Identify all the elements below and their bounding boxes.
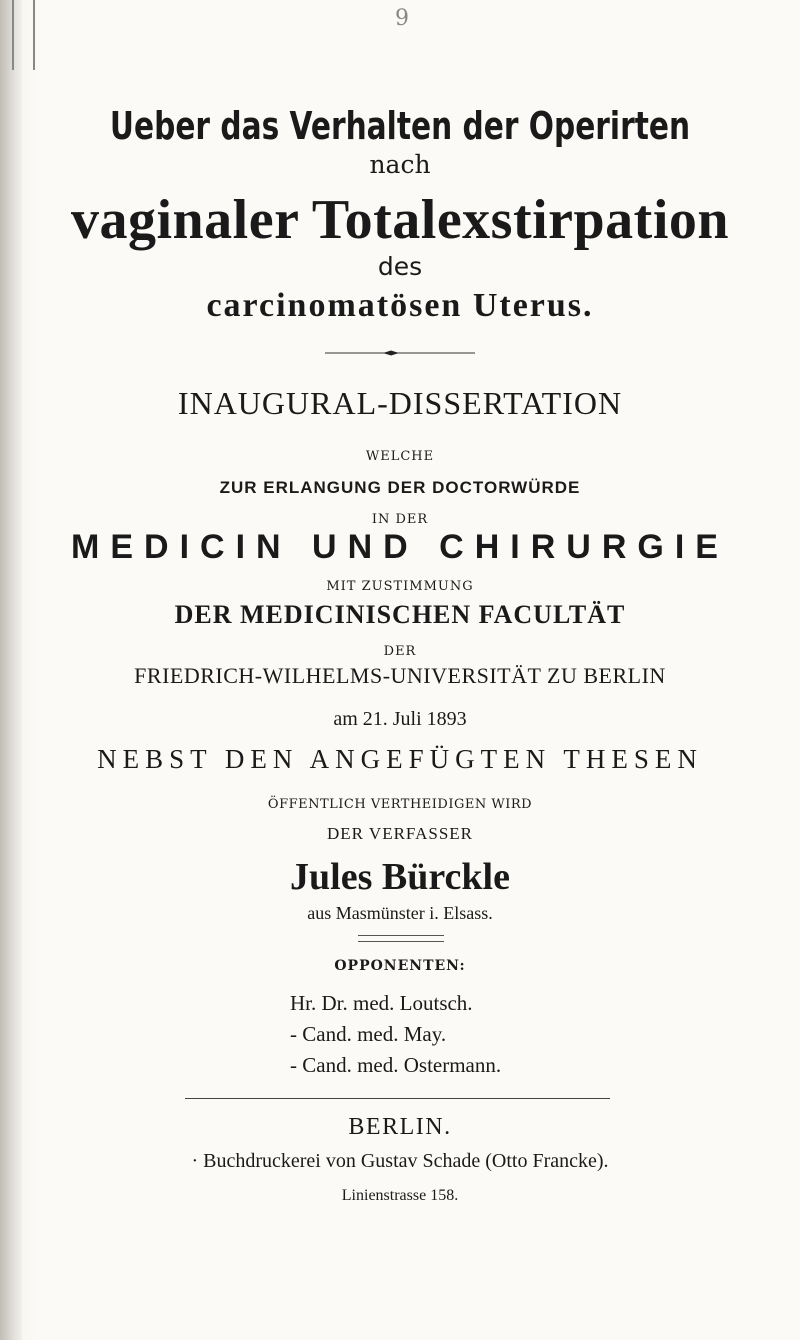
imprint-address: Linienstrasse 158. [341,1187,459,1204]
opponenten-heading: OPPONENTEN: [334,958,466,974]
welche-text: WELCHE [365,449,435,464]
ornament-rule [325,350,475,356]
thesen-text: NEBST DEN ANGEFÜGTEN THESEN [97,744,703,774]
imprint-city: BERLIN. [348,1114,452,1140]
title-line-4: des [377,252,423,281]
author-origin: aus Masmünster i. Elsass. [307,903,493,923]
double-rule [358,935,444,942]
in-der-text: IN DER [371,512,429,527]
list-item: - Cand. med. Ostermann. [290,1053,502,1077]
title-line-1: Ueber das Verhalten der Operirten [109,104,691,148]
list-item: - Cand. med. May. [290,1022,447,1046]
list-item: Hr. Dr. med. Loutsch. [290,991,473,1015]
imprint-printer: · Buchdruckerei von Gustav Schade (Otto Francke). [191,1150,609,1172]
imprint-rule [185,1098,610,1099]
page-number: 9 [395,6,409,31]
author-name: Jules Bürckle [290,856,510,898]
university-name: FRIEDRICH-WILHELMS-UNIVERSITÄT ZU BERLIN [134,663,666,688]
binding-mark [33,0,35,70]
defense-date: am 21. Juli 1893 [333,708,467,730]
verfasser-text: DER VERFASSER [326,824,474,843]
der-text: DER [383,644,417,659]
title-line-5: carcinomatösen Uterus. [206,287,594,324]
title-line-2: nach [369,150,431,179]
opponenten-list [290,988,501,1081]
title-main: vaginaler Totalexstirpation [70,189,730,251]
binding-mark [12,0,14,70]
dissertation-heading: INAUGURAL-DISSERTATION [177,385,623,421]
faculty-subject: MEDICIN UND CHIRURGIE [71,528,729,566]
faculty-name: DER MEDICINISCHEN FACULTÄT [174,600,626,629]
oeffentlich-text: ÖFFENTLICH VERTHEIDIGEN WIRD [267,797,533,812]
zur-erlangung-text: ZUR ERLANGUNG DER DOCTORWÜRDE [219,478,581,497]
mit-zustimmung-text: MIT ZUSTIMMUNG [326,579,474,594]
